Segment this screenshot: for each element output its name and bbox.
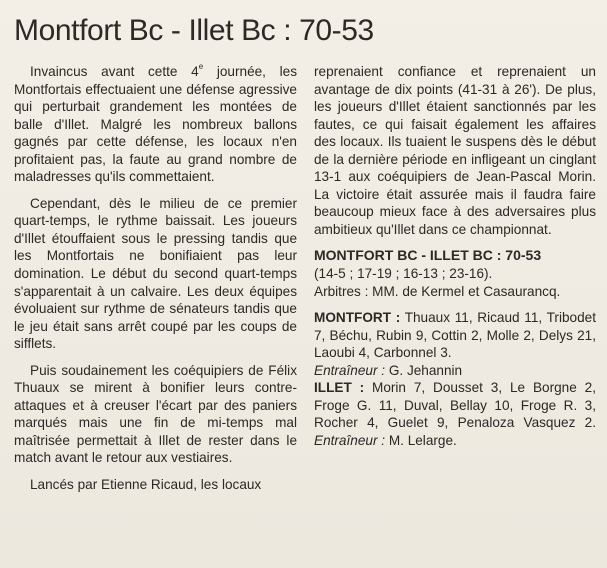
montfort-coach-label: Entraîneur : bbox=[314, 362, 386, 378]
quarter-scores: (14-5 ; 17-19 ; 16-13 ; 23-16). bbox=[314, 266, 493, 282]
result-line: MONTFORT BC - ILLET BC : 70-53 bbox=[314, 247, 542, 264]
article-left-column bbox=[14, 63, 297, 494]
article-right-column bbox=[314, 63, 596, 449]
paragraph-4: Lancés par Etienne Ricaud, les locaux bbox=[30, 477, 262, 493]
montfort-coach: G. Jehannin bbox=[388, 362, 463, 378]
illet-players: Morin 7, Dousset 3, Le Borgne 2, Froge G. 11, Duval, Bellay 10, Froge R. 3, Rocher 4, Guelet 9, Penaloza Vasquez 2. bbox=[314, 380, 596, 431]
paragraph-1: Invaincus avant cette 4e journée, les Montfortais effectuaient une défense agressive qui perturbait grandement les montées de balle d'Illet. Malgré les nombreux ballons gagnés par cette défense, les locaux n'en profitaient pas, la faute au grand nombre de maladresses qu'ils commettaient. bbox=[14, 62, 298, 185]
illet-coach-label: Entraîneur : bbox=[314, 432, 386, 448]
referees: Arbitres : MM. de Kermel et Casaurancq. bbox=[314, 283, 561, 299]
montfort-players: Thuaux 11, Ricaud 11, Tribodet 7, Béchu, Rubin 9, Cottin 2, Molle 2, Delys 21, Laoubi 4, Carbonnel 3. bbox=[314, 310, 596, 361]
montfort-lineup bbox=[314, 309, 596, 362]
montfort-coach-line bbox=[314, 362, 596, 380]
illet-coach: M. Lelarge. bbox=[388, 432, 457, 448]
paragraph-2: Cependant, dès le milieu de ce premier quart-temps, le rythme baissait. Les joueurs d'Illet étouffaient sous le pressing tandis que les Montfortais ne bonifiaient pas leur domination. Le début du second quart-temps s'apparentait à un calvaire. Les deux équipes évoluaient sur rythme de sénateurs tandis que le jeu était sans arrêt coupé par les coups de sifflets. bbox=[14, 195, 297, 352]
article-headline: Montfort Bc - Illet Bc : 70-53 bbox=[14, 14, 374, 47]
paragraph-3: Puis soudainement les coéquipiers de Félix Thuaux se mirent à bonifier leurs contre-attaques et à creuser l'écart par des paniers marqués mais une fin de mi-temps mal maîtrisée permettait à Illet de rester dans le match avant le retour aux vestiaires. bbox=[14, 362, 297, 466]
montfort-label: MONTFORT : bbox=[314, 310, 401, 326]
paragraph-5: reprenaient confiance et reprenaient un avantage de dix points (41-31 à 26'). De plus, les joueurs d'Illet étaient sanctionnés par les fautes, ce qui faisait également les affaires des locaux. Ils tuaient le suspens dès le début de la dernière période en infligeant un cinglant 13-1 aux coéquipiers de Jean-Pascal Morin. La victoire était assurée mais il faudra faire beaucoup mieux face à des adversaires plus ambitieux qu'Illet dans ce championnat. bbox=[314, 64, 596, 237]
illet-lineup bbox=[314, 379, 596, 449]
illet-label: ILLET : bbox=[314, 380, 365, 396]
